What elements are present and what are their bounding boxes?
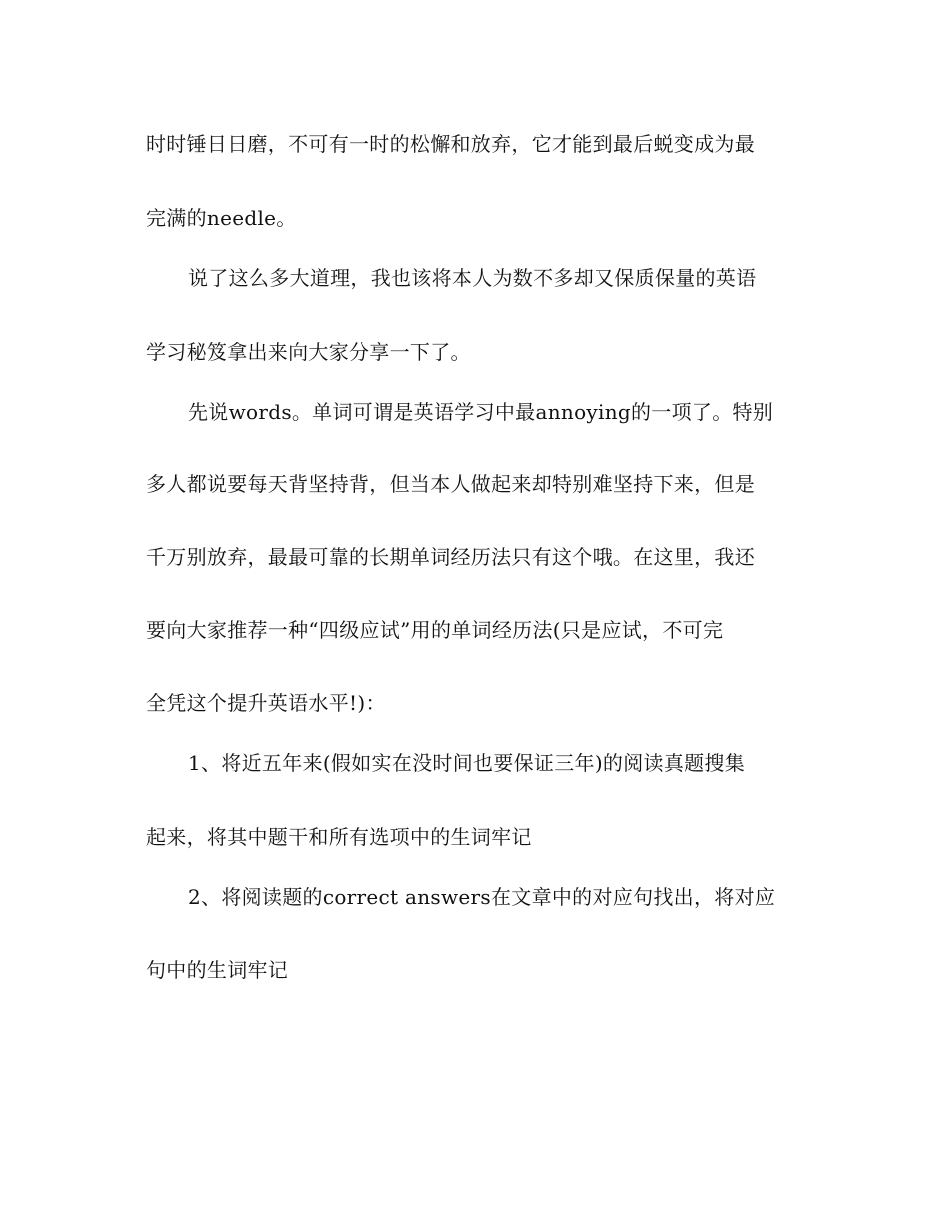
list-item-1-line: 1、将近五年来(假如实在没时间也要保证三年)的阅读真题搜集 <box>188 751 746 775</box>
text-line: 学习秘笈拿出来向大家分享一下了。 <box>146 340 471 364</box>
text-line: 全凭这个提升英语水平!)： <box>146 691 386 715</box>
text-line: 千万别放弃，最最可靠的长期单词经历法只有这个哦。在这里，我还 <box>146 545 755 569</box>
text-line: 完满的needle。 <box>146 206 297 230</box>
list-item-2-line: 2、将阅读题的correct answers在文章中的对应句找出，将对应 <box>188 885 776 909</box>
text-line: 时时锤日日磨，不可有一时的松懈和放弃，它才能到最后蜕变成为最 <box>146 132 755 156</box>
paragraph-start-line: 先说words。单词可谓是英语学习中最annoying的一项了。特别 <box>188 400 774 424</box>
text-line: 句中的生词牢记 <box>146 958 289 982</box>
text-line: 多人都说要每天背坚持背，但当本人做起来却特别难坚持下来，但是 <box>146 472 755 496</box>
paragraph-start-line: 说了这么多大道理，我也该将本人为数不多却又保质保量的英语 <box>188 266 757 290</box>
text-line: 要向大家推荐一种“四级应试”用的单词经历法(只是应试，不可完 <box>146 618 724 642</box>
text-line: 起来，将其中题干和所有选项中的生词牢记 <box>146 825 532 849</box>
